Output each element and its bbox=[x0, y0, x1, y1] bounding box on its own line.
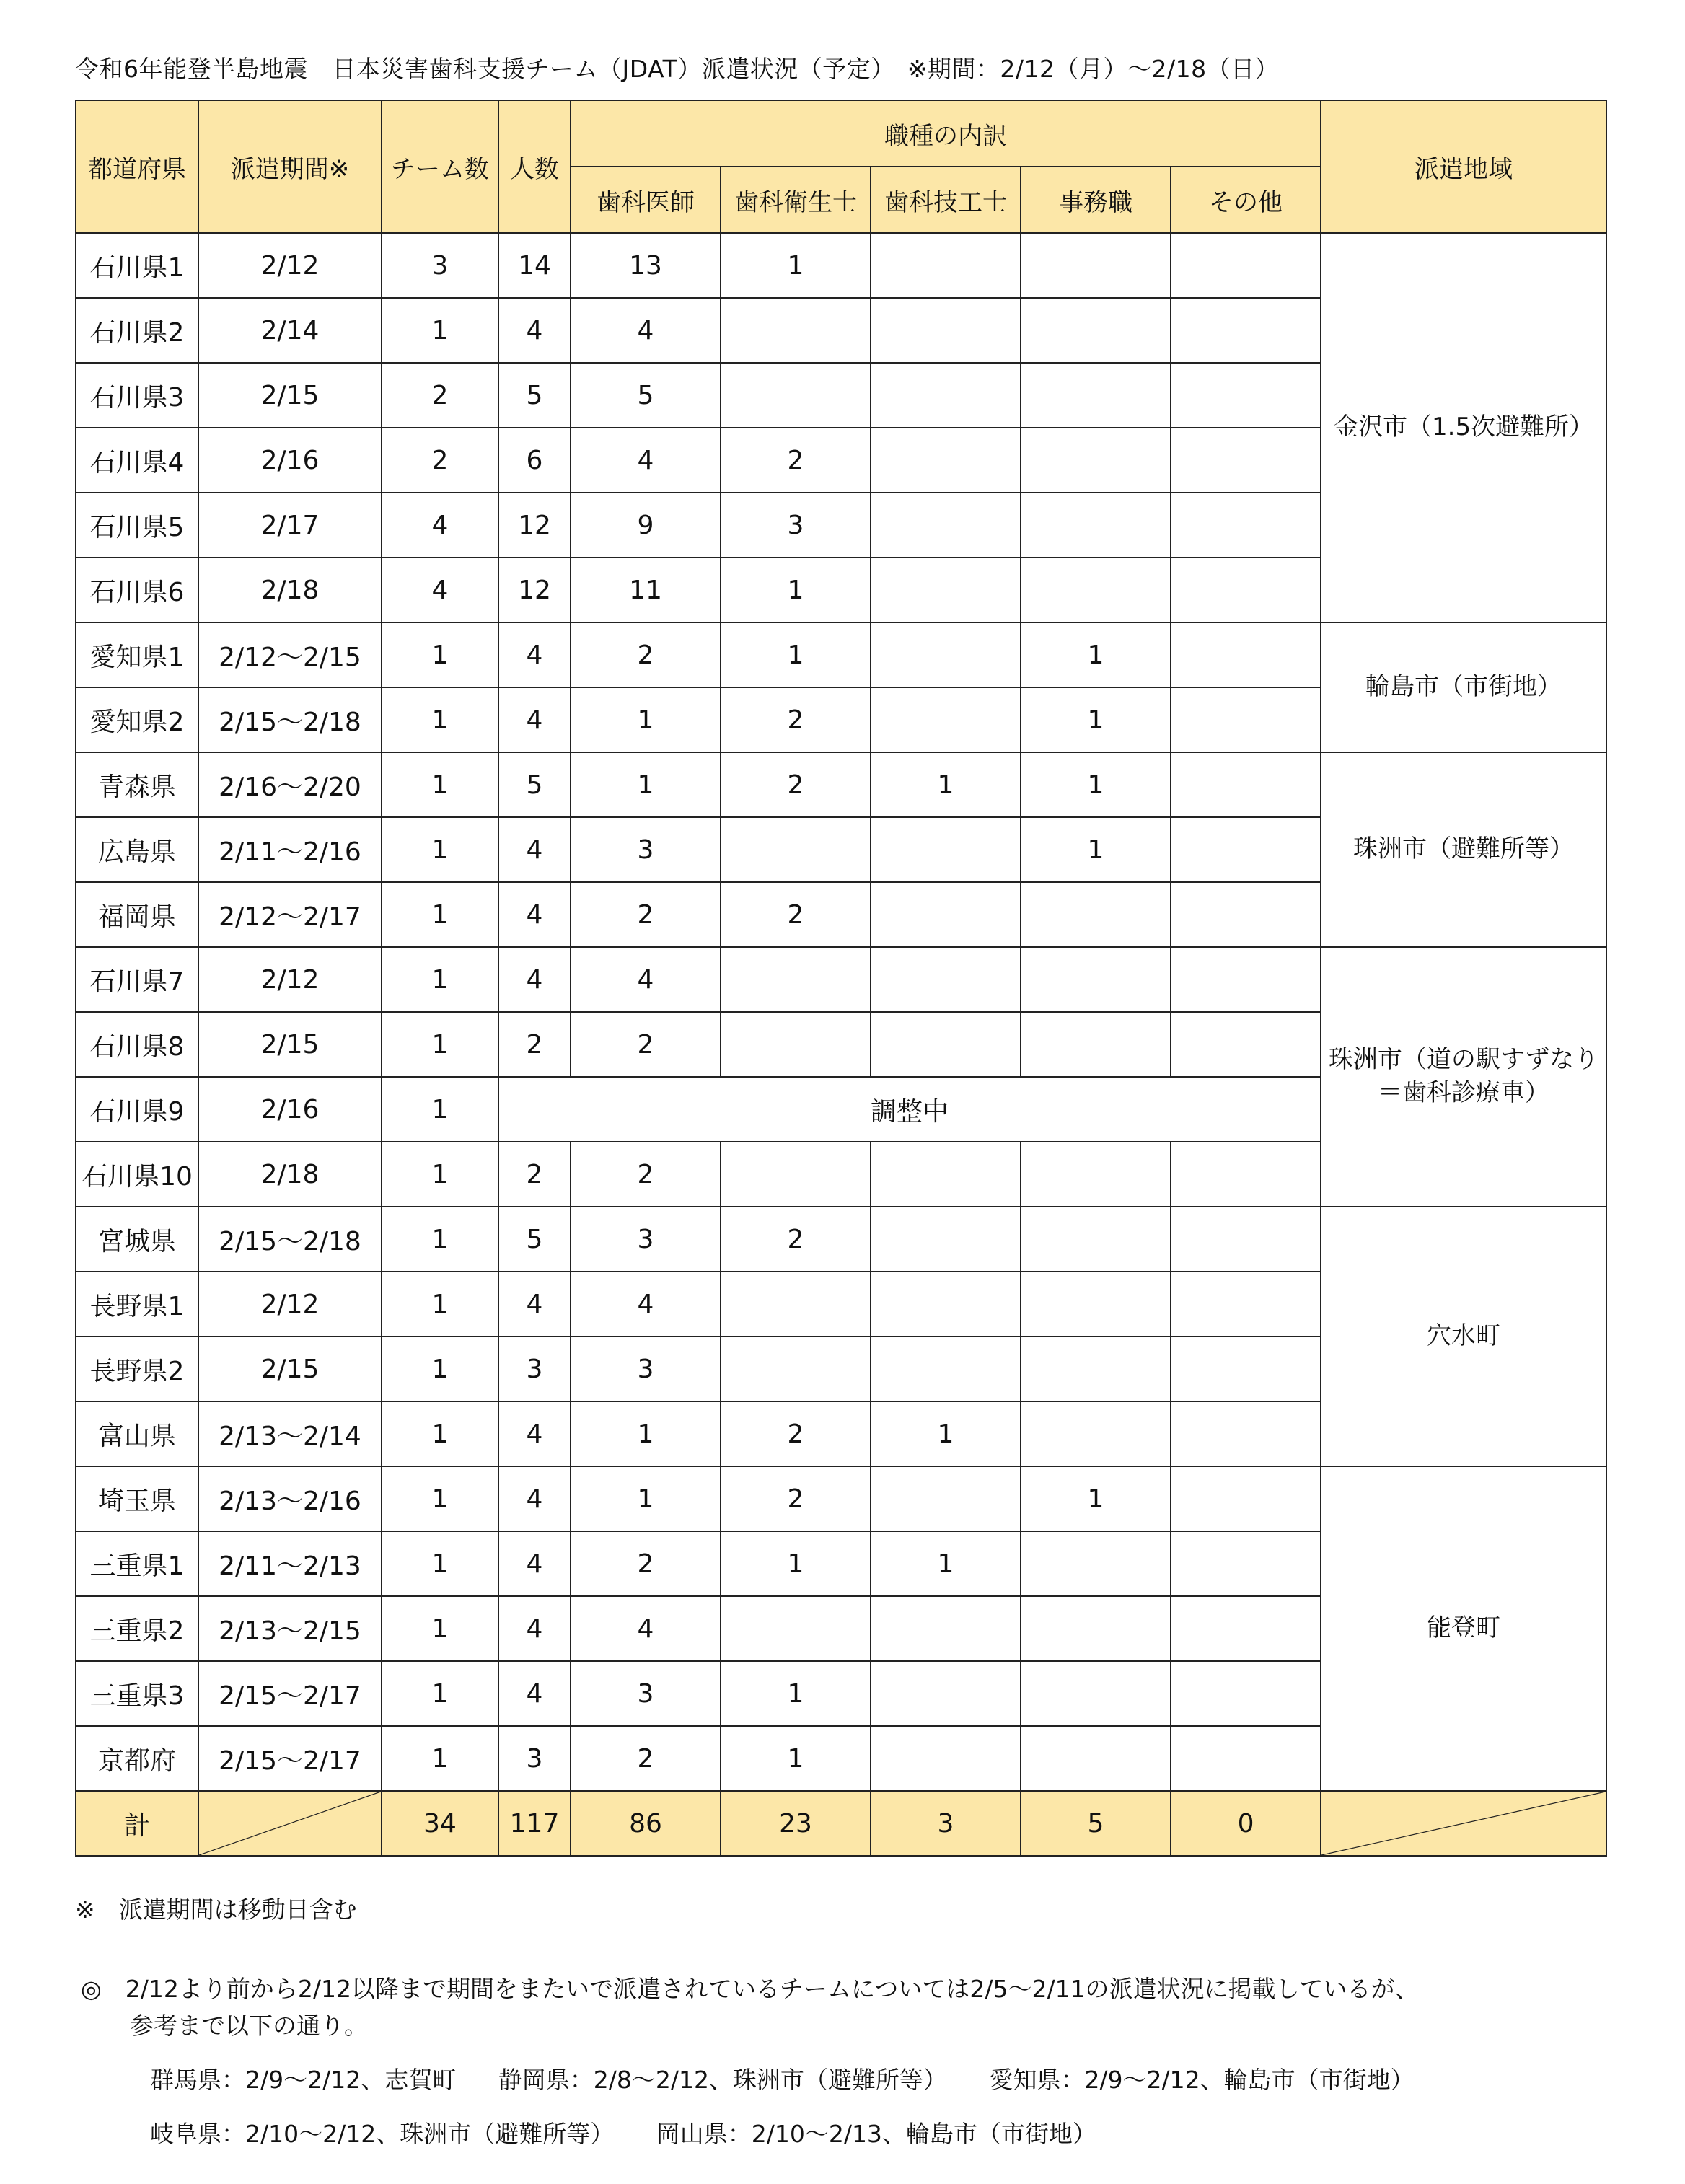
cell-clerk bbox=[1021, 1661, 1171, 1726]
total-region-diagonal bbox=[1321, 1791, 1606, 1856]
cell-hygienist: 2 bbox=[721, 1466, 871, 1531]
cell-technician bbox=[871, 1661, 1021, 1726]
table-row bbox=[76, 947, 1606, 1012]
cell-dentist: 2 bbox=[571, 1531, 721, 1596]
total-dentist: 86 bbox=[571, 1791, 721, 1856]
cell-period: 2/12～2/17 bbox=[198, 882, 382, 947]
cell-hygienist: 1 bbox=[721, 1531, 871, 1596]
cell-hygienist bbox=[721, 363, 871, 428]
cell-technician bbox=[871, 233, 1021, 298]
cell-clerk: 1 bbox=[1021, 687, 1171, 752]
cell-period: 2/12～2/15 bbox=[198, 622, 382, 687]
total-people: 117 bbox=[498, 1791, 571, 1856]
cell-hygienist: 2 bbox=[721, 1207, 871, 1272]
cell-hygienist bbox=[721, 947, 871, 1012]
cell-dentist: 3 bbox=[571, 1661, 721, 1726]
cell-prefecture: 京都府 bbox=[76, 1726, 198, 1791]
diagonal-line bbox=[199, 1792, 381, 1855]
cell-clerk bbox=[1021, 1207, 1171, 1272]
cell-other bbox=[1171, 298, 1321, 363]
cell-people: 4 bbox=[498, 1661, 571, 1726]
cell-prefecture: 三重県2 bbox=[76, 1596, 198, 1661]
cell-period: 2/15 bbox=[198, 363, 382, 428]
header-other: その他 bbox=[1171, 167, 1321, 233]
cell-other bbox=[1171, 428, 1321, 493]
document-title: 令和6年能登半島地震 日本災害歯科支援チーム（JDAT）派遣状況（予定） ※期間：2/12（月）～2/18（日） bbox=[75, 55, 1280, 83]
cell-prefecture: 石川県6 bbox=[76, 558, 198, 622]
cell-technician: 1 bbox=[871, 1531, 1021, 1596]
note-examples-row1 bbox=[81, 2061, 1449, 2095]
cell-people: 4 bbox=[498, 298, 571, 363]
cell-period: 2/15～2/17 bbox=[198, 1726, 382, 1791]
cell-prefecture: 石川県8 bbox=[76, 1012, 198, 1077]
cell-other bbox=[1171, 493, 1321, 558]
cell-hygienist bbox=[721, 1142, 871, 1207]
cell-people: 3 bbox=[498, 1726, 571, 1791]
table-row bbox=[76, 752, 1606, 817]
total-teams: 34 bbox=[382, 1791, 498, 1856]
cell-technician bbox=[871, 817, 1021, 882]
note-example: 群馬県：2/9～2/12、志賀町 bbox=[150, 2066, 457, 2094]
cell-prefecture: 福岡県 bbox=[76, 882, 198, 947]
region-kanazawa: 金沢市（1.5次避難所） bbox=[1321, 233, 1606, 622]
cell-technician bbox=[871, 1272, 1021, 1337]
cell-people: 4 bbox=[498, 1401, 571, 1466]
cell-clerk: 1 bbox=[1021, 752, 1171, 817]
cell-teams: 1 bbox=[382, 1531, 498, 1596]
cell-period: 2/13～2/16 bbox=[198, 1466, 382, 1531]
cell-technician bbox=[871, 1142, 1021, 1207]
cell-period: 2/11～2/16 bbox=[198, 817, 382, 882]
cell-people: 5 bbox=[498, 752, 571, 817]
cell-people: 14 bbox=[498, 233, 571, 298]
cell-hygienist bbox=[721, 817, 871, 882]
table-row bbox=[76, 622, 1606, 687]
cell-people: 3 bbox=[498, 1337, 571, 1401]
cell-other bbox=[1171, 1726, 1321, 1791]
cell-people: 4 bbox=[498, 1531, 571, 1596]
note-block bbox=[81, 1971, 1449, 2149]
cell-technician bbox=[871, 298, 1021, 363]
cell-dentist: 1 bbox=[571, 687, 721, 752]
cell-clerk bbox=[1021, 363, 1171, 428]
cell-prefecture: 石川県10 bbox=[76, 1142, 198, 1207]
cell-dentist: 5 bbox=[571, 363, 721, 428]
cell-dentist: 1 bbox=[571, 752, 721, 817]
cell-dentist: 4 bbox=[571, 428, 721, 493]
diagonal-line bbox=[1321, 1792, 1606, 1855]
cell-technician bbox=[871, 558, 1021, 622]
cell-period: 2/13～2/14 bbox=[198, 1401, 382, 1466]
header-clerk: 事務職 bbox=[1021, 167, 1171, 233]
cell-other bbox=[1171, 1207, 1321, 1272]
cell-other bbox=[1171, 1531, 1321, 1596]
cell-people: 2 bbox=[498, 1142, 571, 1207]
total-clerk: 5 bbox=[1021, 1791, 1171, 1856]
cell-clerk bbox=[1021, 1596, 1171, 1661]
note-example: 静岡県：2/8～2/12、珠洲市（避難所等） bbox=[498, 2066, 947, 2094]
cell-people: 4 bbox=[498, 1466, 571, 1531]
note-examples-row2 bbox=[81, 2115, 1449, 2149]
cell-dentist: 4 bbox=[571, 298, 721, 363]
cell-dentist: 2 bbox=[571, 882, 721, 947]
dispatch-table bbox=[75, 100, 1607, 1857]
cell-people: 4 bbox=[498, 687, 571, 752]
table-row bbox=[76, 1466, 1606, 1531]
cell-other bbox=[1171, 752, 1321, 817]
cell-hygienist: 2 bbox=[721, 752, 871, 817]
cell-technician bbox=[871, 947, 1021, 1012]
cell-period: 2/14 bbox=[198, 298, 382, 363]
cell-prefecture: 石川県3 bbox=[76, 363, 198, 428]
total-other: 0 bbox=[1171, 1791, 1321, 1856]
cell-hygienist: 2 bbox=[721, 428, 871, 493]
cell-period: 2/13～2/15 bbox=[198, 1596, 382, 1661]
cell-teams: 1 bbox=[382, 1012, 498, 1077]
cell-teams: 1 bbox=[382, 298, 498, 363]
cell-prefecture: 埼玉県 bbox=[76, 1466, 198, 1531]
cell-clerk bbox=[1021, 1012, 1171, 1077]
cell-other bbox=[1171, 1401, 1321, 1466]
cell-hygienist: 1 bbox=[721, 233, 871, 298]
cell-dentist: 11 bbox=[571, 558, 721, 622]
cell-other bbox=[1171, 1596, 1321, 1661]
cell-other bbox=[1171, 363, 1321, 428]
cell-dentist: 4 bbox=[571, 1596, 721, 1661]
cell-hygienist: 1 bbox=[721, 558, 871, 622]
cell-hygienist: 1 bbox=[721, 1661, 871, 1726]
region-suzu-michinoeki bbox=[1321, 947, 1606, 1207]
cell-dentist: 9 bbox=[571, 493, 721, 558]
cell-people: 2 bbox=[498, 1012, 571, 1077]
cell-hygienist bbox=[721, 298, 871, 363]
cell-teams: 1 bbox=[382, 947, 498, 1012]
header-region: 派遣地域 bbox=[1321, 100, 1606, 233]
region-wajima: 輪島市（市街地） bbox=[1321, 622, 1606, 752]
cell-period: 2/12 bbox=[198, 233, 382, 298]
note-example: 岡山県：2/10～2/13、輪島市（市街地） bbox=[656, 2120, 1096, 2148]
cell-people: 4 bbox=[498, 882, 571, 947]
header-people: 人数 bbox=[498, 100, 571, 233]
cell-other bbox=[1171, 947, 1321, 1012]
header-prefecture: 都道府県 bbox=[76, 100, 198, 233]
cell-period: 2/16～2/20 bbox=[198, 752, 382, 817]
cell-prefecture: 愛知県2 bbox=[76, 687, 198, 752]
table-row bbox=[76, 1207, 1606, 1272]
cell-dentist: 3 bbox=[571, 817, 721, 882]
cell-prefecture: 宮城県 bbox=[76, 1207, 198, 1272]
cell-prefecture: 長野県1 bbox=[76, 1272, 198, 1337]
cell-teams: 1 bbox=[382, 817, 498, 882]
cell-clerk: 1 bbox=[1021, 817, 1171, 882]
cell-teams: 1 bbox=[382, 1337, 498, 1401]
cell-dentist: 3 bbox=[571, 1337, 721, 1401]
cell-people: 4 bbox=[498, 817, 571, 882]
cell-clerk bbox=[1021, 1337, 1171, 1401]
cell-other bbox=[1171, 687, 1321, 752]
cell-teams: 4 bbox=[382, 493, 498, 558]
region-label-line1: 珠洲市（道の駅すずなり bbox=[1328, 1045, 1599, 1075]
cell-people: 5 bbox=[498, 363, 571, 428]
total-label: 計 bbox=[76, 1791, 198, 1856]
header-hygienist: 歯科衛生士 bbox=[721, 167, 871, 233]
header-technician: 歯科技工士 bbox=[871, 167, 1021, 233]
cell-teams: 2 bbox=[382, 363, 498, 428]
cell-period: 2/18 bbox=[198, 1142, 382, 1207]
region-anamizu: 穴水町 bbox=[1321, 1207, 1606, 1466]
cell-hygienist bbox=[721, 1337, 871, 1401]
cell-prefecture: 長野県2 bbox=[76, 1337, 198, 1401]
cell-prefecture: 石川県4 bbox=[76, 428, 198, 493]
cell-clerk bbox=[1021, 233, 1171, 298]
cell-people: 12 bbox=[498, 493, 571, 558]
cell-prefecture: 石川県2 bbox=[76, 298, 198, 363]
cell-hygienist: 2 bbox=[721, 882, 871, 947]
cell-other bbox=[1171, 1466, 1321, 1531]
note-example: 愛知県：2/9～2/12、輪島市（市街地） bbox=[989, 2066, 1415, 2094]
cell-teams: 1 bbox=[382, 1661, 498, 1726]
cell-clerk bbox=[1021, 882, 1171, 947]
cell-teams: 2 bbox=[382, 428, 498, 493]
cell-clerk bbox=[1021, 1531, 1171, 1596]
cell-hygienist: 2 bbox=[721, 687, 871, 752]
header-breakdown: 職種の内訳 bbox=[571, 100, 1321, 167]
total-hygienist: 23 bbox=[721, 1791, 871, 1856]
cell-technician bbox=[871, 622, 1021, 687]
cell-people: 12 bbox=[498, 558, 571, 622]
cell-teams: 1 bbox=[382, 1272, 498, 1337]
header-period: 派遣期間※ bbox=[198, 100, 382, 233]
cell-technician: 1 bbox=[871, 1401, 1021, 1466]
cell-dentist: 2 bbox=[571, 1726, 721, 1791]
total-period-diagonal bbox=[198, 1791, 382, 1856]
cell-technician bbox=[871, 363, 1021, 428]
cell-clerk bbox=[1021, 298, 1171, 363]
cell-people: 5 bbox=[498, 1207, 571, 1272]
cell-period: 2/16 bbox=[198, 428, 382, 493]
cell-teams: 1 bbox=[382, 687, 498, 752]
cell-teams: 1 bbox=[382, 622, 498, 687]
cell-technician: 1 bbox=[871, 752, 1021, 817]
cell-teams: 1 bbox=[382, 1596, 498, 1661]
table-row bbox=[76, 233, 1606, 298]
cell-teams: 1 bbox=[382, 882, 498, 947]
cell-technician bbox=[871, 1726, 1021, 1791]
cell-prefecture: 三重県1 bbox=[76, 1531, 198, 1596]
cell-period: 2/11～2/13 bbox=[198, 1531, 382, 1596]
cell-dentist: 2 bbox=[571, 1142, 721, 1207]
cell-period: 2/18 bbox=[198, 558, 382, 622]
cell-clerk bbox=[1021, 558, 1171, 622]
cell-other bbox=[1171, 817, 1321, 882]
cell-people: 4 bbox=[498, 947, 571, 1012]
header-teams: チーム数 bbox=[382, 100, 498, 233]
note-example: 岐阜県：2/10～2/12、珠洲市（避難所等） bbox=[150, 2120, 615, 2148]
cell-technician bbox=[871, 687, 1021, 752]
cell-prefecture: 愛知県1 bbox=[76, 622, 198, 687]
cell-dentist: 13 bbox=[571, 233, 721, 298]
cell-dentist: 2 bbox=[571, 622, 721, 687]
cell-clerk bbox=[1021, 1142, 1171, 1207]
cell-people: 6 bbox=[498, 428, 571, 493]
header-row bbox=[76, 100, 1606, 167]
cell-teams: 1 bbox=[382, 1207, 498, 1272]
cell-prefecture: 広島県 bbox=[76, 817, 198, 882]
cell-hygienist: 2 bbox=[721, 1401, 871, 1466]
cell-period: 2/15～2/17 bbox=[198, 1661, 382, 1726]
region-noto: 能登町 bbox=[1321, 1466, 1606, 1791]
cell-period: 2/17 bbox=[198, 493, 382, 558]
cell-hygienist: 1 bbox=[721, 622, 871, 687]
cell-teams: 1 bbox=[382, 1077, 498, 1142]
cell-prefecture: 石川県7 bbox=[76, 947, 198, 1012]
cell-clerk: 1 bbox=[1021, 622, 1171, 687]
cell-clerk: 1 bbox=[1021, 1466, 1171, 1531]
cell-other bbox=[1171, 622, 1321, 687]
cell-prefecture: 石川県5 bbox=[76, 493, 198, 558]
cell-other bbox=[1171, 1142, 1321, 1207]
region-suzu-shelter: 珠洲市（避難所等） bbox=[1321, 752, 1606, 947]
cell-hygienist bbox=[721, 1272, 871, 1337]
cell-other bbox=[1171, 1012, 1321, 1077]
cell-dentist: 4 bbox=[571, 1272, 721, 1337]
cell-prefecture: 富山県 bbox=[76, 1401, 198, 1466]
cell-teams: 3 bbox=[382, 233, 498, 298]
cell-dentist: 3 bbox=[571, 1207, 721, 1272]
cell-prefecture: 石川県1 bbox=[76, 233, 198, 298]
cell-hygienist: 3 bbox=[721, 493, 871, 558]
total-technician: 3 bbox=[871, 1791, 1021, 1856]
region-label-line2: ＝歯科診療車） bbox=[1378, 1078, 1550, 1107]
cell-technician bbox=[871, 493, 1021, 558]
cell-hygienist bbox=[721, 1596, 871, 1661]
cell-technician bbox=[871, 1012, 1021, 1077]
cell-period: 2/16 bbox=[198, 1077, 382, 1142]
dispatch-table-container bbox=[75, 100, 1607, 1857]
cell-clerk bbox=[1021, 493, 1171, 558]
cell-clerk bbox=[1021, 1401, 1171, 1466]
cell-other bbox=[1171, 1661, 1321, 1726]
cell-dentist: 1 bbox=[571, 1401, 721, 1466]
note-line1: ◎ 2/12より前から2/12以降まで期間をまたいで派遣されているチームについては2/5～2/11の派遣状況に掲載しているが、 bbox=[81, 1975, 1419, 2003]
cell-teams: 1 bbox=[382, 1466, 498, 1531]
cell-adjusting: 調整中 bbox=[498, 1077, 1321, 1142]
cell-hygienist bbox=[721, 1012, 871, 1077]
note-line2: 参考まで以下の通り。 bbox=[130, 2012, 368, 2040]
cell-technician bbox=[871, 1466, 1021, 1531]
cell-technician bbox=[871, 1596, 1021, 1661]
cell-teams: 4 bbox=[382, 558, 498, 622]
cell-clerk bbox=[1021, 1272, 1171, 1337]
cell-technician bbox=[871, 1337, 1021, 1401]
cell-prefecture: 青森県 bbox=[76, 752, 198, 817]
cell-period: 2/15 bbox=[198, 1012, 382, 1077]
cell-clerk bbox=[1021, 1726, 1171, 1791]
cell-dentist: 4 bbox=[571, 947, 721, 1012]
cell-period: 2/15 bbox=[198, 1337, 382, 1401]
cell-period: 2/12 bbox=[198, 947, 382, 1012]
cell-people: 4 bbox=[498, 1596, 571, 1661]
cell-other bbox=[1171, 1337, 1321, 1401]
cell-technician bbox=[871, 428, 1021, 493]
total-row bbox=[76, 1791, 1606, 1856]
cell-people: 4 bbox=[498, 1272, 571, 1337]
cell-people: 4 bbox=[498, 622, 571, 687]
header-dentist: 歯科医師 bbox=[571, 167, 721, 233]
cell-prefecture: 三重県3 bbox=[76, 1661, 198, 1726]
cell-period: 2/15～2/18 bbox=[198, 1207, 382, 1272]
cell-teams: 1 bbox=[382, 1401, 498, 1466]
cell-other bbox=[1171, 1272, 1321, 1337]
cell-technician bbox=[871, 1207, 1021, 1272]
cell-teams: 1 bbox=[382, 1142, 498, 1207]
cell-other bbox=[1171, 558, 1321, 622]
footnote: ※ 派遣期間は移動日含む bbox=[75, 1895, 357, 1924]
cell-period: 2/12 bbox=[198, 1272, 382, 1337]
cell-clerk bbox=[1021, 428, 1171, 493]
cell-other bbox=[1171, 233, 1321, 298]
cell-period: 2/15～2/18 bbox=[198, 687, 382, 752]
cell-dentist: 1 bbox=[571, 1466, 721, 1531]
cell-teams: 1 bbox=[382, 752, 498, 817]
cell-hygienist: 1 bbox=[721, 1726, 871, 1791]
cell-prefecture: 石川県9 bbox=[76, 1077, 198, 1142]
cell-dentist: 2 bbox=[571, 1012, 721, 1077]
cell-clerk bbox=[1021, 947, 1171, 1012]
cell-teams: 1 bbox=[382, 1726, 498, 1791]
cell-technician bbox=[871, 882, 1021, 947]
cell-other bbox=[1171, 882, 1321, 947]
